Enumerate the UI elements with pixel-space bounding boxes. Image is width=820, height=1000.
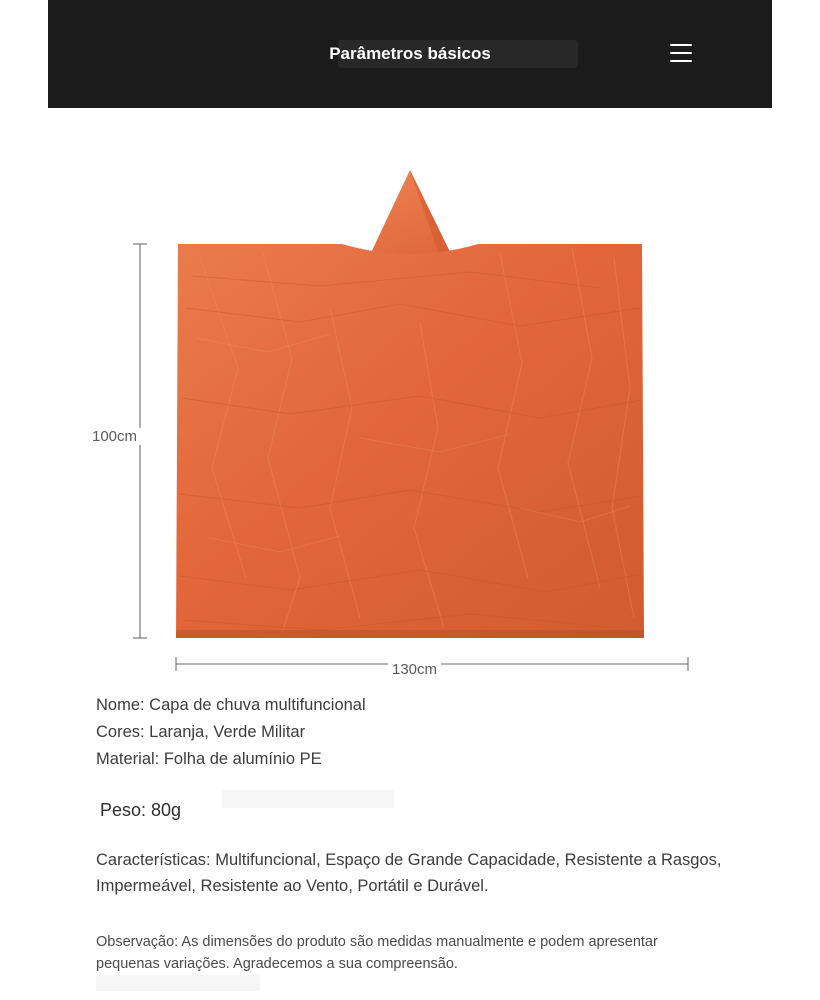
poncho-illustration xyxy=(0,108,820,688)
dimension-width-label: 130cm xyxy=(388,661,441,678)
dimension-height-label: 100cm xyxy=(88,428,141,445)
text-highlight-overlay-1 xyxy=(222,790,394,808)
product-image xyxy=(0,108,820,688)
spec-features: Características: Multifuncional, Espaço de Grande Capacidade, Resistente a Rasgos, Impermeável, Resistente ao Vento, Portátil e Durável. xyxy=(96,851,722,895)
header-bar xyxy=(48,0,772,108)
text-highlight-overlay-2 xyxy=(96,975,260,991)
spec-list xyxy=(0,692,820,975)
spec-name: Nome: Capa de chuva multifuncional xyxy=(96,696,366,714)
spec-colors: Cores: Laranja, Verde Militar xyxy=(96,723,306,741)
hamburger-menu-icon[interactable] xyxy=(670,44,692,62)
spec-weight: Peso: 80g xyxy=(100,800,182,820)
spec-material: Material: Folha de alumínio PE xyxy=(96,750,322,768)
spec-note: Observação: As dimensões do produto são medidas manualmente e podem apresentar pequenas variações. Agradecemos a sua compreensão. xyxy=(96,934,658,972)
page-title: Parâmetros básicos xyxy=(329,44,491,63)
